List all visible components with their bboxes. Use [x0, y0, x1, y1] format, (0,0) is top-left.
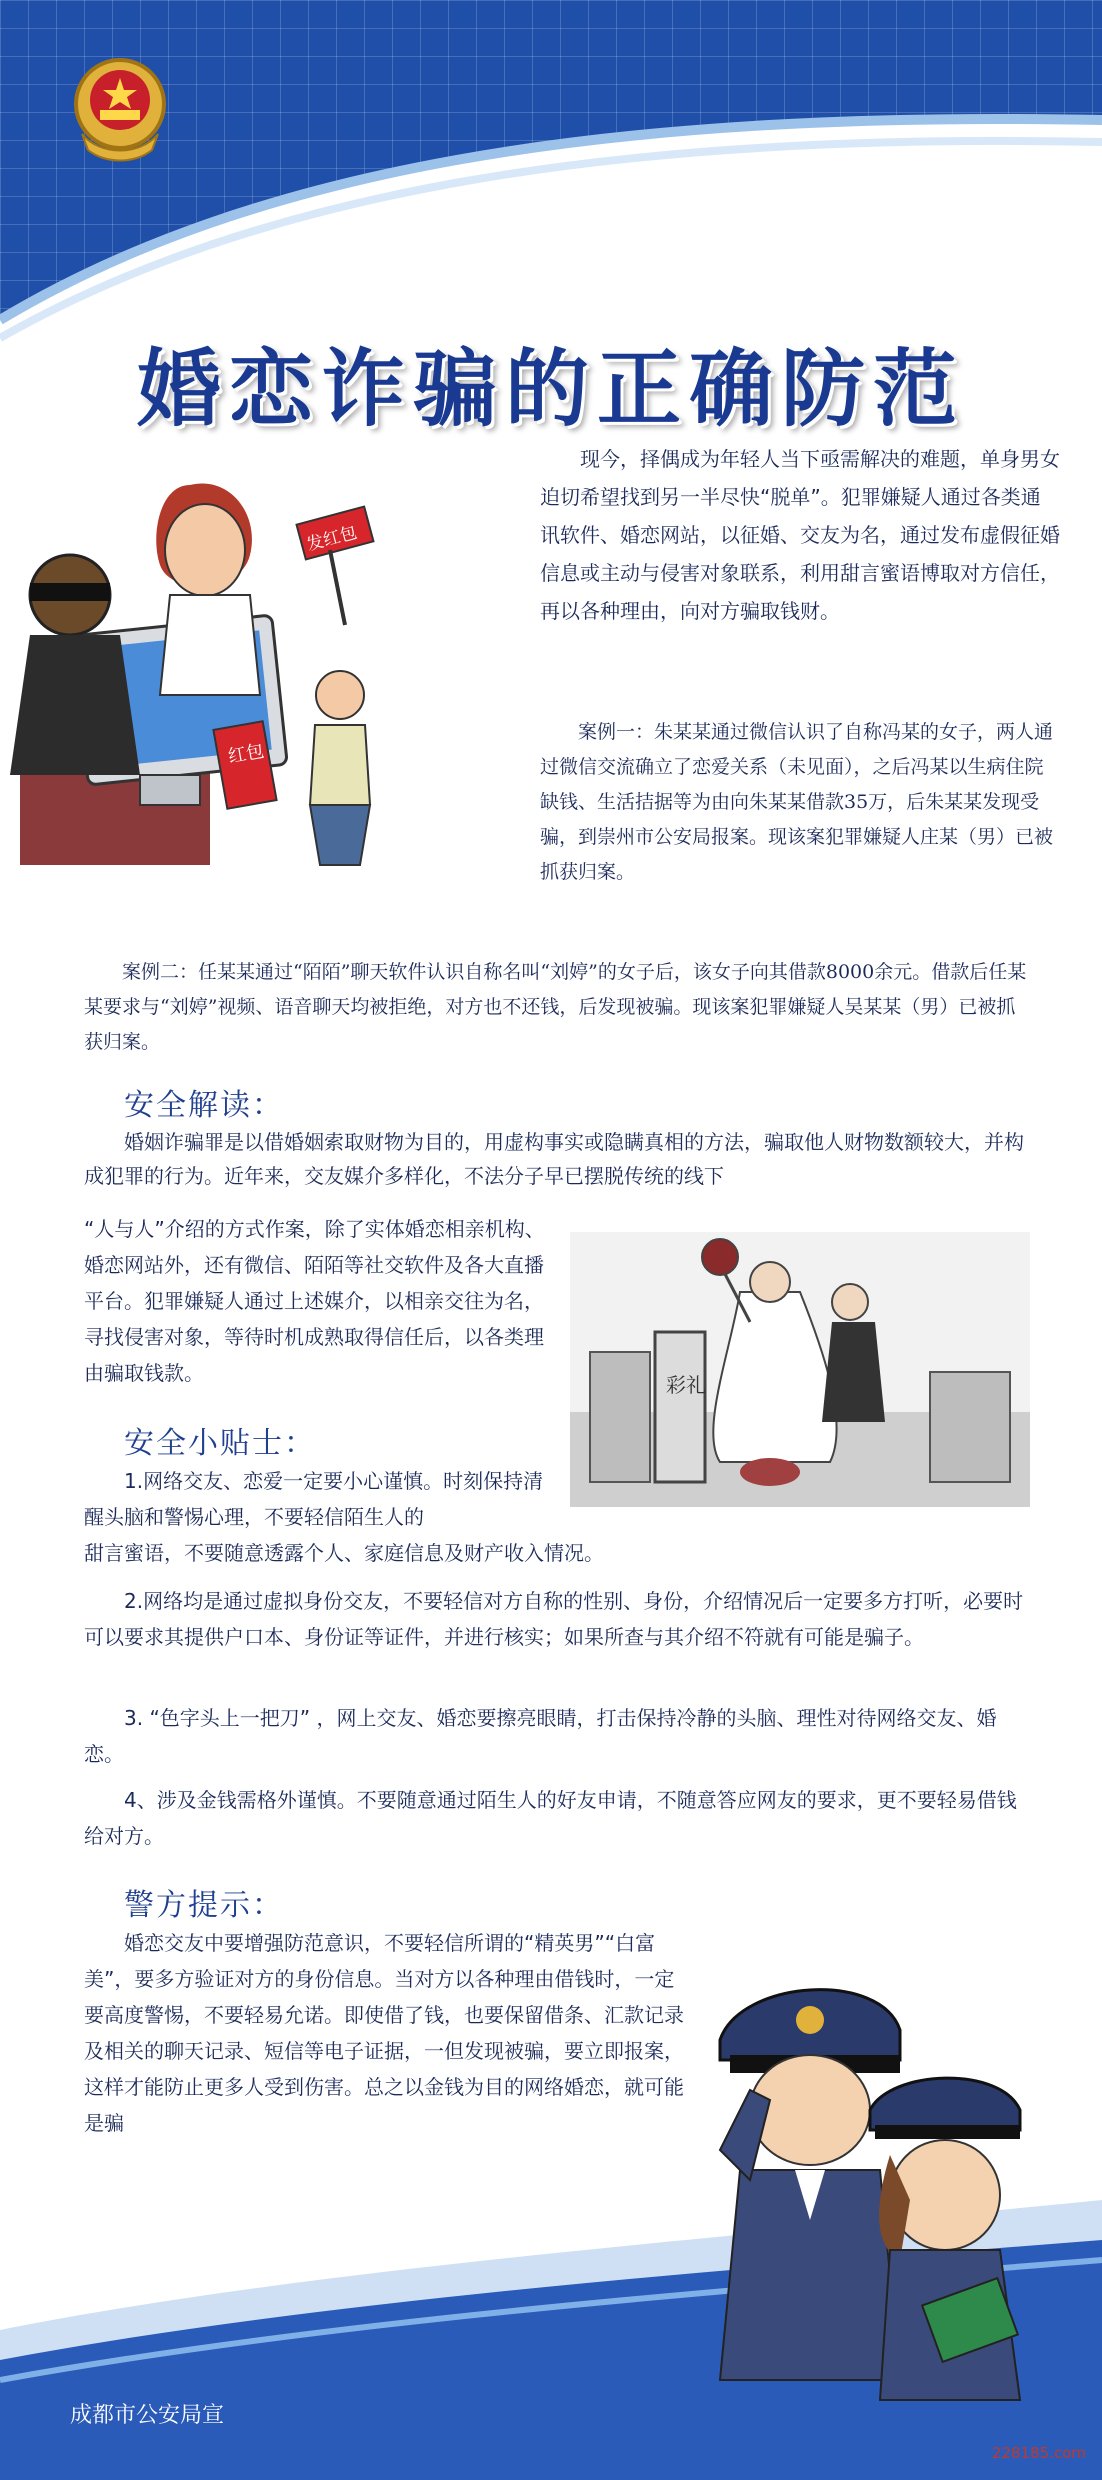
case-two: 案例二：任某某通过“陌陌”聊天软件认识自称名叫“刘婷”的女子后，该女子向其借款8000余元。借款后任某某要求与“刘婷”视频、语音聊天均被拒绝，对方也不还钱，后发现被骗。现该案犯罪嫌疑人吴某某（男）已被抓获归案。 [84, 961, 1027, 1053]
envelope-text: 红包 [226, 740, 266, 768]
watermark: 228185.com [991, 2444, 1086, 2462]
scam-illustration [10, 445, 400, 885]
intro-paragraph: 现今，择偶成为年轻人当下亟需解决的难题，单身男女迫切希望找到另一半尽快“脱单”。犯罪嫌疑人通过各类通讯软件、婚恋网站，以征婚、交友为名，通过发布虚假征婚信息或主动与侵害对象联系，利用甜言蜜语博取对方信任，再以各种理由，向对方骗取钱财。 [540, 447, 1060, 623]
tip-1b: 甜言蜜语，不要随意透露个人、家庭信息及财产收入情况。 [84, 1541, 604, 1565]
interpretation-paragraph-2: “人与人”介绍的方式作案，除了实体婚恋相亲机构、婚恋网站外，还有微信、陌陌等社交软件及各大直播平台。犯罪嫌疑人通过上述媒介，以相亲交往为名，寻找侵害对象，等待时机成熟取得信任后，以各类理由骗取钱款。 [84, 1217, 545, 1385]
header-band [0, 0, 1102, 480]
bride-price-illustration [570, 1232, 1030, 1507]
page-title: 婚恋诈骗的正确防范 [136, 339, 965, 438]
section-heading-tips: 安全小贴士： [124, 1426, 316, 1461]
tip-1a: 1.网络交友、恋爱一定要小心谨慎。时刻保持清醒头脑和警惕心理，不要轻信陌生人的 [84, 1469, 544, 1529]
interpretation-paragraph-1: 婚姻诈骗罪是以借婚姻索取财物为目的，用虚构事实或隐瞒真相的方法，骗取他人财物数额较大，并构成犯罪的行为。近年来，交友媒介多样化，不法分子早已摆脱传统的线下 [84, 1130, 1024, 1188]
footer-issuer: 成都市公安局宣 [70, 2403, 225, 2428]
section-heading-police: 警方提示： [124, 1888, 284, 1923]
tip-4: 4、涉及金钱需格外谨慎。不要随意通过陌生人的好友申请，不随意答应网友的要求，更不要轻易借钱给对方。 [84, 1788, 1017, 1848]
tip-2: 2.网络均是通过虚拟身份交友，不要轻信对方自称的性别、身份，介绍情况后一定要多方打听，必要时可以要求其提供户口本、身份证等证件，并进行核实；如果所查与其介绍不符就有可能是骗子。 [84, 1589, 1024, 1649]
police-advice-paragraph: 婚恋交友中要增强防范意识，不要轻信所谓的“精英男”“白富美”，要多方验证对方的身份信息。当对方以各种理由借钱时，一定要高度警惕，不要轻易允诺。即使借了钱，也要保留借条、汇款记录及相关的聊天记录、短信等电子证据，一但发现被骗，要立即报案，这样才能防止更多人受到伤害。总之以金钱为目的网络婚恋，就可能是骗 [84, 1931, 684, 2135]
tip-3: 3. “色字头上一把刀” ，网上交友、婚恋要擦亮眼睛，打击保持冷静的头脑、理性对待网络交友、婚恋。 [84, 1706, 997, 1766]
police-emblem-icon [60, 48, 180, 168]
bride-price-char-1: 彩礼 [666, 1373, 706, 1397]
sign-text: 发红包 [304, 522, 360, 556]
case-one: 案例一：朱某某通过微信认识了自称冯某的女子，两人通过微信交流确立了恋爱关系（未见面），之后冯某以生病住院缺钱、生活拮据等为由向朱某某借款35万，后朱某某发现受骗，到崇州市公安局报案。现该案犯罪嫌疑人庄某（男）已被抓获归案。 [540, 721, 1054, 883]
police-officers-illustration [700, 1960, 1060, 2430]
section-heading-interpretation: 安全解读： [124, 1088, 284, 1123]
